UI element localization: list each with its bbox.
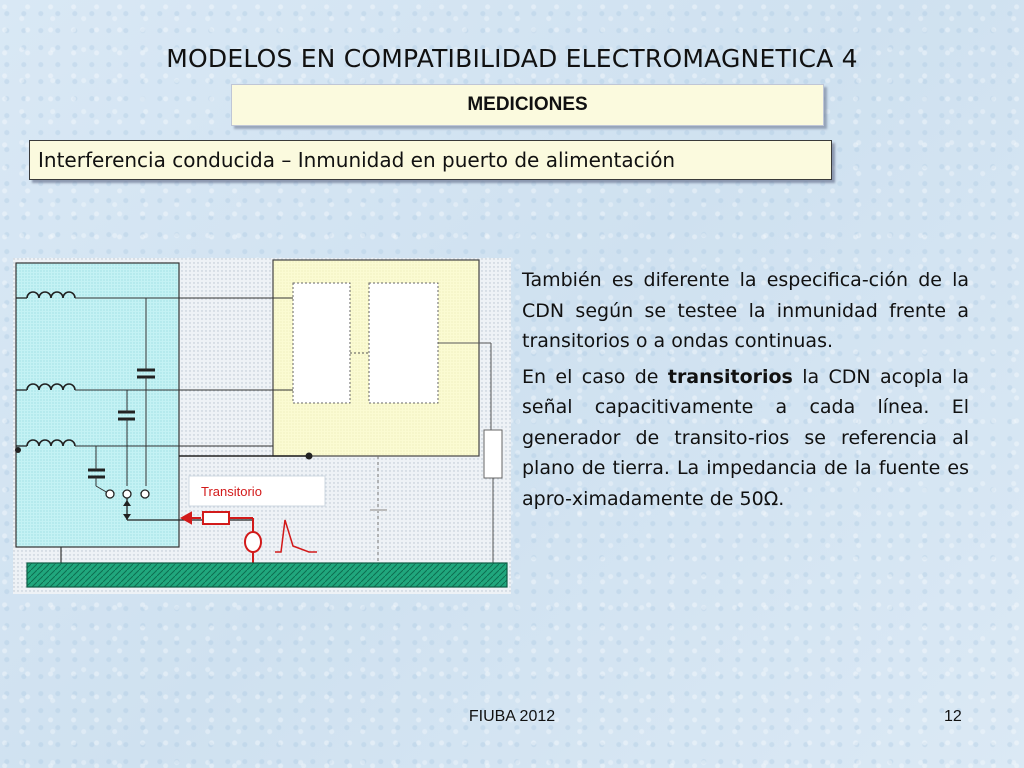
topic-box bbox=[29, 140, 832, 180]
slide-title: MODELOS EN COMPATIBILIDAD ELECTROMAGNETICA 4 bbox=[166, 44, 858, 73]
body-text bbox=[522, 265, 969, 519]
topic-label: Interferencia conducida – Inmunidad en puerto de alimentación bbox=[38, 148, 676, 172]
paragraph-transients bbox=[522, 362, 969, 515]
transient-label: Transitorio bbox=[201, 484, 262, 499]
cdn-diagram bbox=[13, 258, 511, 594]
p2-end: . bbox=[778, 487, 785, 510]
eut-inner-block-1 bbox=[293, 283, 350, 403]
paragraph-cdn-spec: También es diferente la especifica-ción de la CDN según se testee la inmunidad frente a transitorios o a ondas continuas. bbox=[522, 269, 969, 352]
p2-bold-term: transitorios bbox=[667, 365, 793, 388]
p2-suffix: la CDN acopla la señal capacitivamente a cada línea. El generador de transito-rios se referencia al plano de tierra. La impedancia de la fuente es apro-ximadamente de 50 bbox=[522, 365, 969, 510]
footer-text: FIUBA 2012 bbox=[468, 708, 556, 725]
aux-impedance bbox=[484, 430, 502, 478]
ground-plane bbox=[27, 563, 507, 587]
omega-symbol: Ω bbox=[763, 487, 779, 510]
terminal-dot bbox=[15, 447, 21, 453]
switch-contacts bbox=[106, 490, 149, 498]
eut-inner-block-2 bbox=[369, 283, 438, 403]
section-banner bbox=[231, 84, 824, 126]
page-number: 12 bbox=[944, 708, 962, 725]
section-banner-label: MEDICIONES bbox=[467, 94, 588, 115]
cdn-box bbox=[16, 263, 179, 547]
p2-prefix: En el caso de bbox=[522, 365, 668, 388]
